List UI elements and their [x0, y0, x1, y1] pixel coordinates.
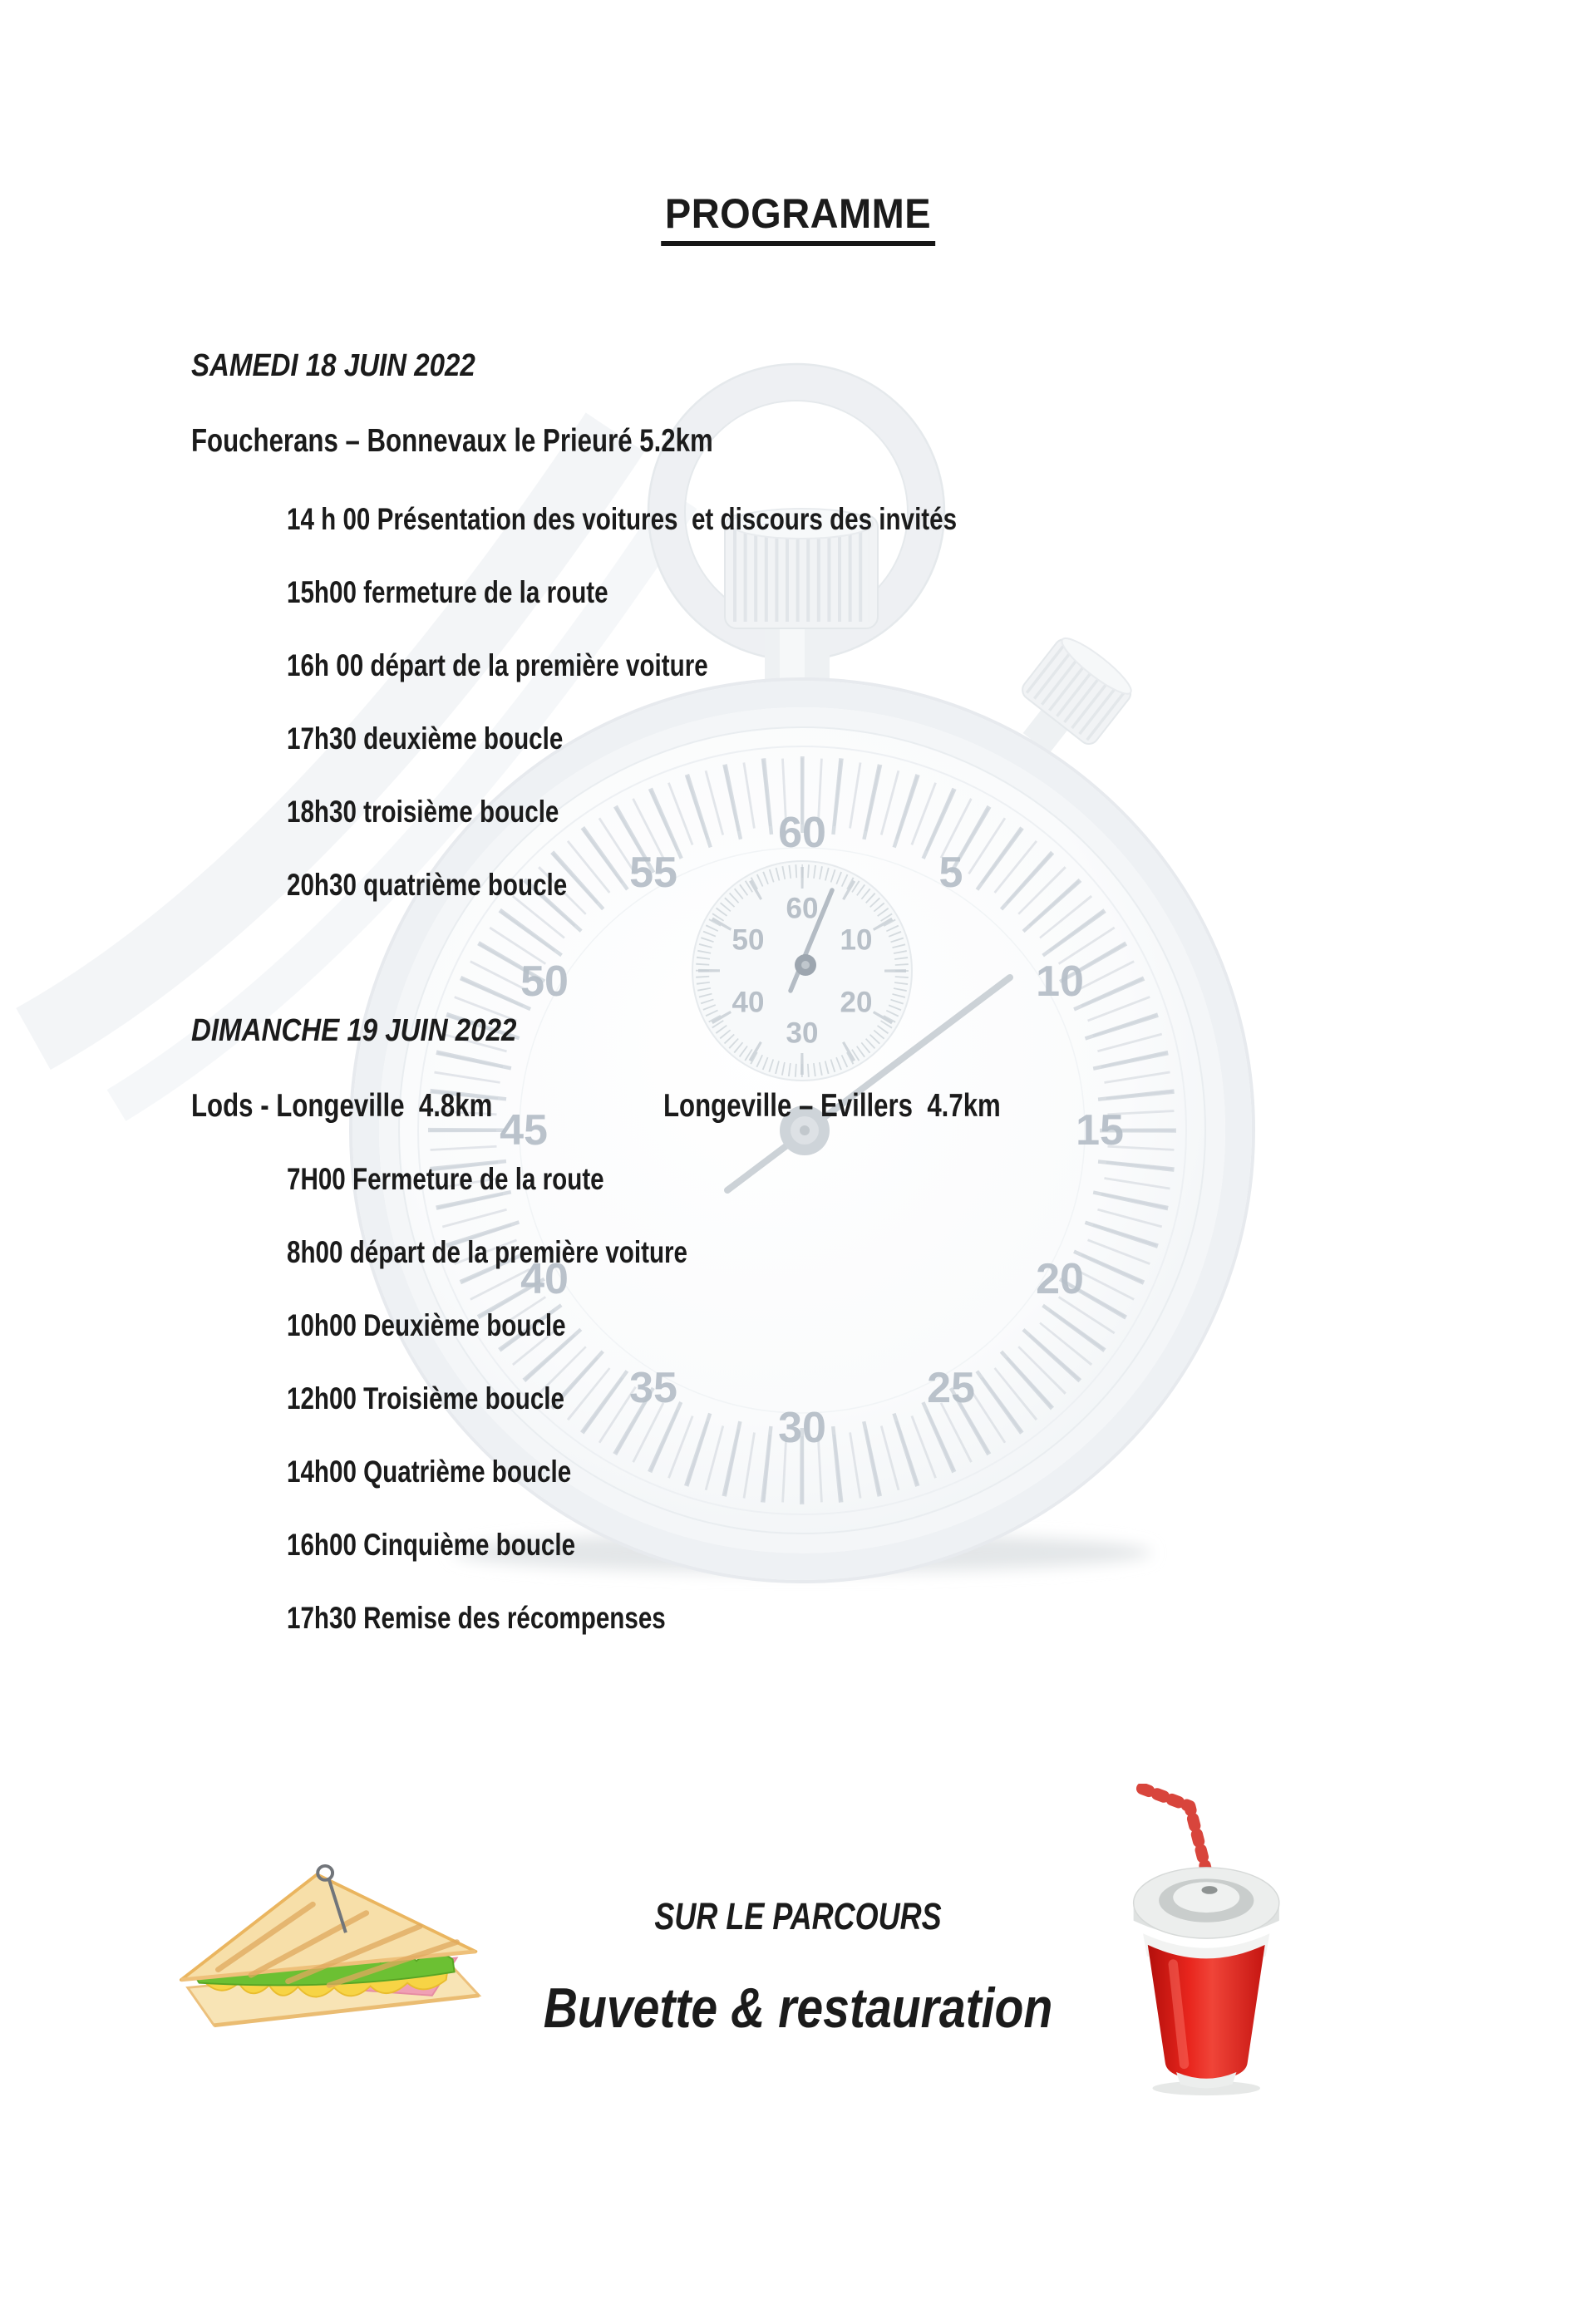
- schedule-item: 17h30 deuxième boucle: [287, 721, 564, 756]
- schedule-item: 16h 00 départ de la première voiture: [287, 648, 708, 682]
- schedule-item: 7H00 Fermeture de la route: [287, 1162, 604, 1196]
- section-heading-sunday: DIMANCHE 19 JUIN 2022: [191, 1013, 517, 1048]
- sandwich-illustration: [173, 1863, 502, 2036]
- cup-body: [1148, 1945, 1265, 2089]
- schedule-item: 15h00 fermeture de la route: [287, 575, 608, 609]
- page-title: PROGRAMME: [661, 193, 935, 246]
- subdial-number: 40: [732, 986, 765, 1019]
- subdial-number: 50: [732, 923, 765, 957]
- footer-highlight: Buvette & restauration: [543, 1977, 1053, 2040]
- dial-number: 15: [1076, 1106, 1124, 1154]
- footer-lead: SUR LE PARCOURS: [654, 1895, 942, 1937]
- dial-number: 60: [778, 809, 826, 857]
- dial-number: 40: [520, 1255, 569, 1303]
- dial-number: 45: [500, 1106, 548, 1154]
- subdial-number: 30: [786, 1017, 819, 1050]
- dial-number: 20: [1036, 1255, 1084, 1303]
- subdial-number: 20: [840, 986, 873, 1019]
- schedule-item: 8h00 départ de la première voiture: [287, 1235, 688, 1269]
- schedule-item: 14h00 Quatrième boucle: [287, 1455, 572, 1489]
- schedule-sunday: [287, 1143, 788, 1655]
- schedule-item: 10h00 Deuxième boucle: [287, 1308, 566, 1342]
- schedule-item: 14 h 00 Présentation des voitures et discours des invités: [287, 502, 958, 536]
- dial-number: 30: [778, 1404, 826, 1452]
- schedule-item: 20h30 quatrième boucle: [287, 868, 568, 902]
- section-heading-saturday: SAMEDI 18 JUIN 2022: [191, 348, 475, 383]
- route-sunday-1: Lods - Longeville 4.8km: [191, 1088, 493, 1124]
- dial-number: 55: [629, 849, 677, 897]
- route-sunday-2: Longeville – Evillers 4.7km: [663, 1088, 1001, 1124]
- cup-lid: [1134, 1868, 1279, 1938]
- dial-number: 50: [520, 958, 569, 1006]
- dial-number: 10: [1036, 958, 1084, 1006]
- subdial-number: 60: [786, 892, 819, 925]
- dial-number: 5: [938, 849, 963, 897]
- schedule-item: 12h00 Troisième boucle: [287, 1381, 564, 1415]
- schedule-item: 17h30 Remise des récompenses: [287, 1601, 666, 1635]
- soda-cup-illustration: [1127, 1784, 1293, 2098]
- schedule-item: 16h00 Cinquième boucle: [287, 1528, 576, 1562]
- schedule-saturday: [287, 483, 1125, 925]
- schedule-item: 18h30 troisième boucle: [287, 795, 559, 829]
- dial-number: 35: [629, 1364, 677, 1412]
- subdial-number: 10: [840, 923, 873, 957]
- route-saturday: Foucherans – Bonnevaux le Prieuré 5.2km: [191, 423, 713, 459]
- dial-number: 25: [927, 1364, 975, 1412]
